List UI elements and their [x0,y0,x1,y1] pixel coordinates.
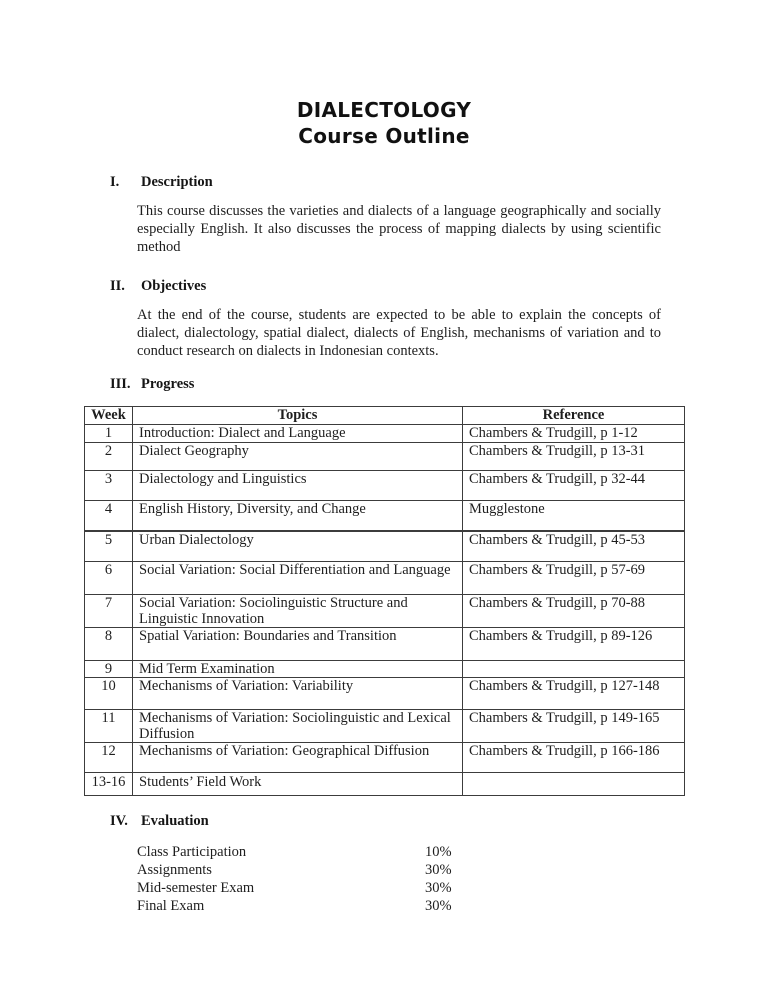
evaluation-label: Final Exam [137,898,205,914]
progress-table [84,406,685,796]
topic-cell: Introduction: Dialect and Language [133,425,463,443]
reference-cell: Chambers & Trudgill, p 127-148 [463,678,685,710]
table-row [85,531,685,562]
column-header-week: Week [85,407,133,425]
topic-cell: Dialectology and Linguistics [133,471,463,501]
topic-cell: Mechanisms of Variation: Variability [133,678,463,710]
reference-cell: Mugglestone [463,501,685,532]
section-number: III. [110,376,131,392]
reference-cell: Chambers & Trudgill, p 57-69 [463,562,685,595]
topic-cell: English History, Diversity, and Change [133,501,463,532]
week-cell: 6 [85,562,133,595]
reference-cell: Chambers & Trudgill, p 13-31 [463,443,685,471]
week-cell: 12 [85,743,133,773]
reference-cell [463,773,685,796]
reference-cell: Chambers & Trudgill, p 1-12 [463,425,685,443]
topic-cell: Mechanisms of Variation: Sociolinguistic and Lexical Diffusion [133,710,463,743]
topic-cell: Dialect Geography [133,443,463,471]
section-heading-progress [110,375,768,393]
section-label: Objectives [141,278,207,294]
topic-cell: Students’ Field Work [133,773,463,796]
week-cell: 7 [85,595,133,628]
column-header-reference: Reference [463,407,685,425]
topic-cell: Mechanisms of Variation: Geographical Diffusion [133,743,463,773]
title-line-1: DIALECTOLOGY [296,98,472,122]
week-cell: 1 [85,425,133,443]
table-row [85,678,685,710]
table-row [85,773,685,796]
section-number: IV. [110,813,128,829]
topic-cell: Urban Dialectology [133,531,463,562]
reference-cell: Chambers & Trudgill, p 45-53 [463,531,685,562]
week-cell: 11 [85,710,133,743]
reference-cell: Chambers & Trudgill, p 89-126 [463,628,685,661]
week-cell: 2 [85,443,133,471]
table-row [85,628,685,661]
reference-cell: Chambers & Trudgill, p 149-165 [463,710,685,743]
week-cell: 5 [85,531,133,562]
evaluation-list [137,843,768,915]
section-heading-evaluation [110,812,768,830]
evaluation-label: Class Participation [137,844,247,860]
topic-cell: Spatial Variation: Boundaries and Transition [133,628,463,661]
section-number: I. [110,174,120,190]
reference-cell: Chambers & Trudgill, p 70-88 [463,595,685,628]
section-number: II. [110,278,125,294]
section-label: Evaluation [141,813,209,829]
column-header-topics: Topics [133,407,463,425]
table-header-row [85,407,685,425]
table-row [85,443,685,471]
objectives-paragraph: At the end of the course, students are expected to be able to explain the concepts of dialect, dialectology, spatial dialect, dialects of English, mechanisms of variation and to conduct research on dialects in Indonesian contexts. [137,307,661,359]
evaluation-value: 30% [425,898,452,914]
reference-cell: Chambers & Trudgill, p 166-186 [463,743,685,773]
evaluation-label: Assignments [137,862,212,878]
topic-cell: Social Variation: Sociolinguistic Structure and Linguistic Innovation [133,595,463,628]
section-label: Description [141,174,213,190]
week-cell: 13-16 [85,773,133,796]
topic-cell: Mid Term Examination [133,661,463,678]
evaluation-value: 30% [425,862,452,878]
week-cell: 9 [85,661,133,678]
section-heading-description [110,173,768,191]
evaluation-value: 10% [425,844,452,860]
week-cell: 3 [85,471,133,501]
week-cell: 10 [85,678,133,710]
document-title [0,0,768,149]
reference-cell: Chambers & Trudgill, p 32-44 [463,471,685,501]
table-row [85,743,685,773]
title-line-2: Course Outline [298,124,470,148]
table-row [85,425,685,443]
week-cell: 4 [85,501,133,532]
evaluation-value: 30% [425,880,452,896]
table-row [85,595,685,628]
evaluation-item [137,843,768,861]
table-row [85,501,685,532]
description-paragraph: This course discusses the varieties and dialects of a language geographically and socially especially English. It also discusses the process of mapping dialects by using scientific method [137,203,661,255]
reference-cell [463,661,685,678]
topic-cell: Social Variation: Social Differentiation and Language [133,562,463,595]
evaluation-item [137,861,768,879]
evaluation-item [137,897,768,915]
evaluation-label: Mid-semester Exam [137,880,255,896]
section-label: Progress [141,376,195,392]
table-row [85,471,685,501]
section-heading-objectives [110,277,768,295]
table-row [85,661,685,678]
evaluation-item [137,879,768,897]
week-cell: 8 [85,628,133,661]
table-row [85,562,685,595]
table-row [85,710,685,743]
